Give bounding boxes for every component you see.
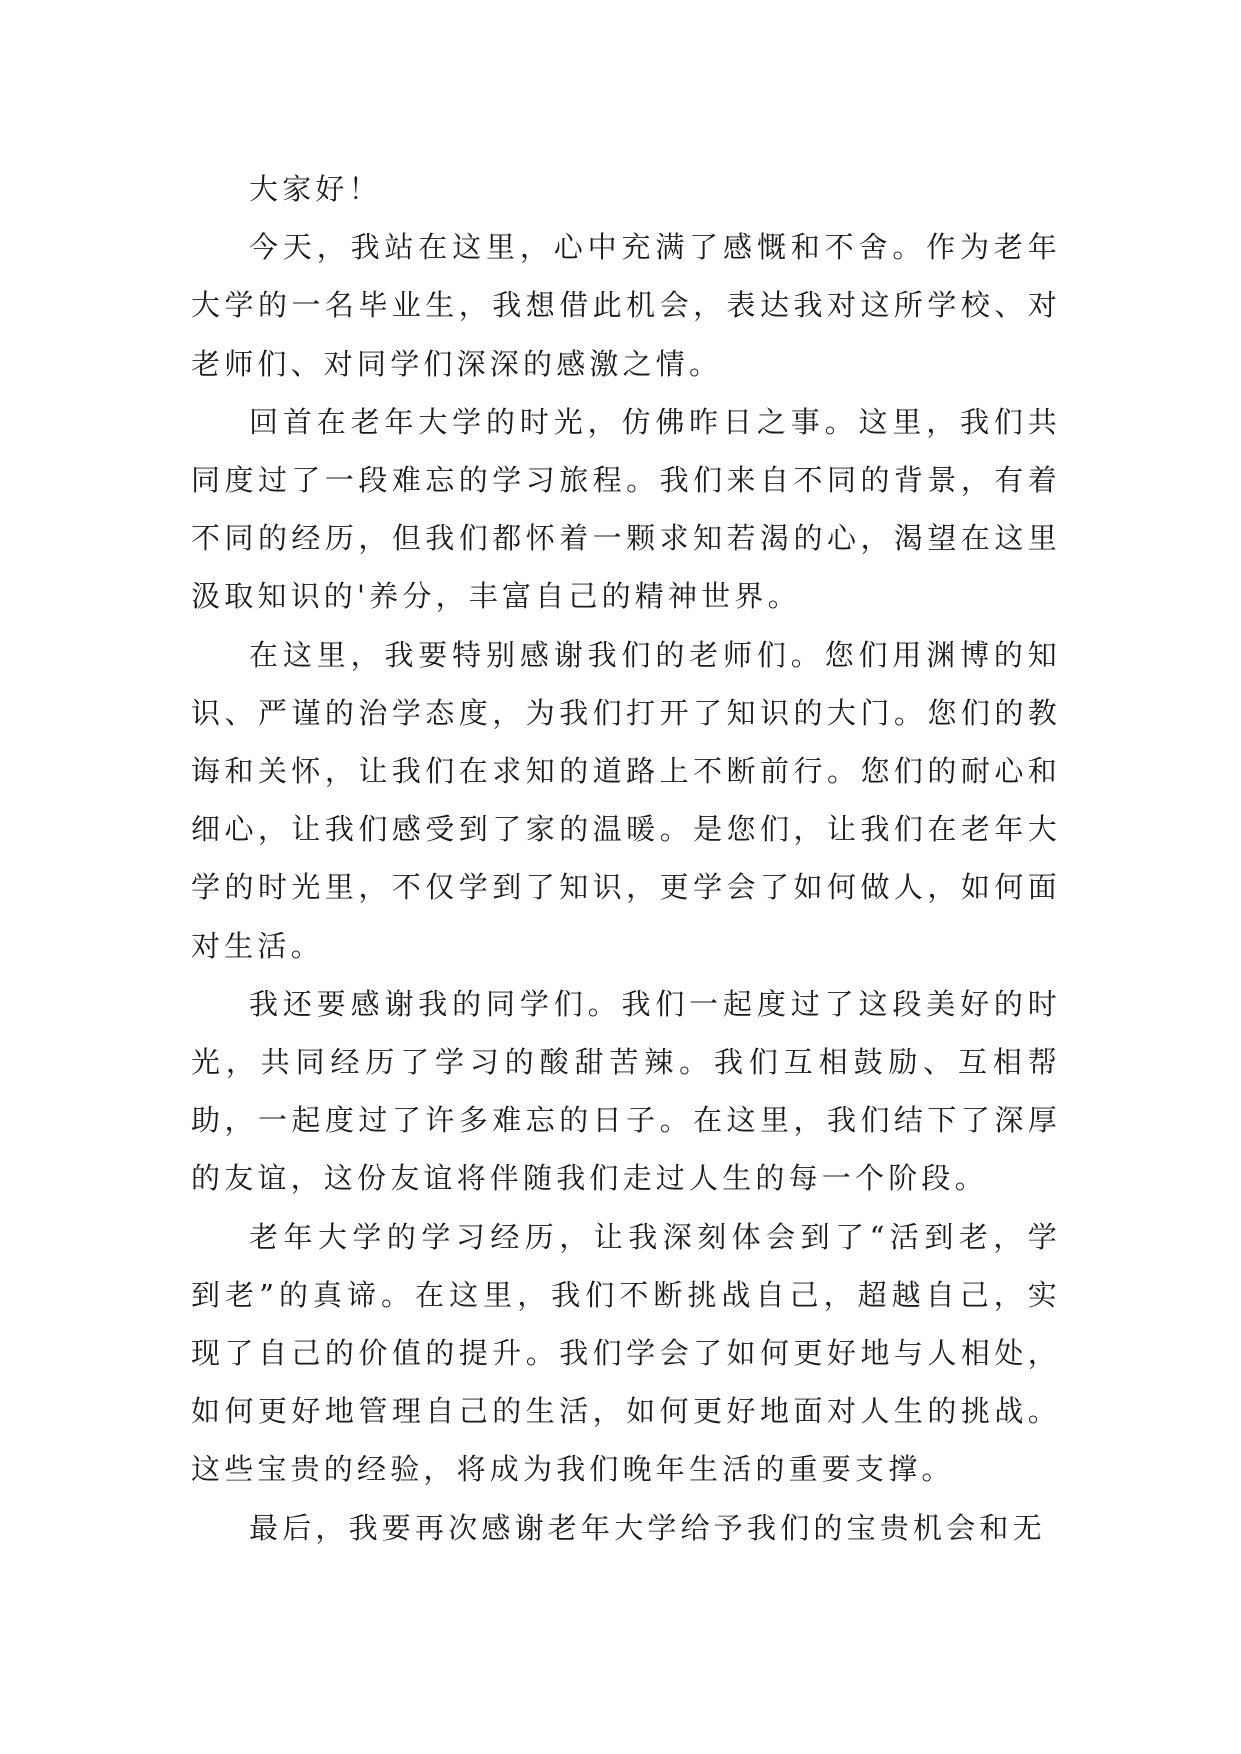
paragraph: 在这里，我要特别感谢我们的老师们。您们用渊博的知识、严谨的治学态度，为我们打开了知识的大门。您们的教诲和关怀，让我们在求知的道路上不断前行。您们的耐心和细心，让我们感受到了家的温暖。是您们，让我们在老年大学的时光里，不仅学到了知识，更学会了如何做人，如何面对生活。 <box>191 637 1061 963</box>
document-body <box>191 160 1061 1557</box>
paragraph: 老年大学的学习经历，让我深刻体会到了“活到老，学到老”的真谛。在这里，我们不断挑战自己，超越自己，实现了自己的价值的提升。我们学会了如何更好地与人相处，如何更好地管理自己的生活，如何更好地面对人生的挑战。这些宝贵的经验，将成为我们晚年生活的重要支撑。 <box>191 1219 1061 1487</box>
paragraph: 我还要感谢我的同学们。我们一起度过了这段美好的时光，共同经历了学习的酸甜苦辣。我们互相鼓励、互相帮助，一起度过了许多难忘的日子。在这里，我们结下了深厚的友谊，这份友谊将伴随我们走过人生的每一个阶段。 <box>191 986 1061 1196</box>
paragraph: 回首在老年大学的时光，仿佛昨日之事。这里，我们共同度过了一段难忘的学习旅程。我们来自不同的背景，有着不同的经历，但我们都怀着一颗求知若渴的心，渴望在这里汲取知识的'养分，丰富自己的精神世界。 <box>191 404 1061 614</box>
paragraph: 今天，我站在这里，心中充满了感慨和不舍。作为老年大学的一名毕业生，我想借此机会，表达我对这所学校、对老师们、对同学们深深的感激之情。 <box>191 230 1061 381</box>
paragraph: 最后，我要再次感谢老年大学给予我们的宝贵机会和无 <box>249 1510 1046 1545</box>
paragraph-greeting: 大家好！ <box>249 172 382 206</box>
